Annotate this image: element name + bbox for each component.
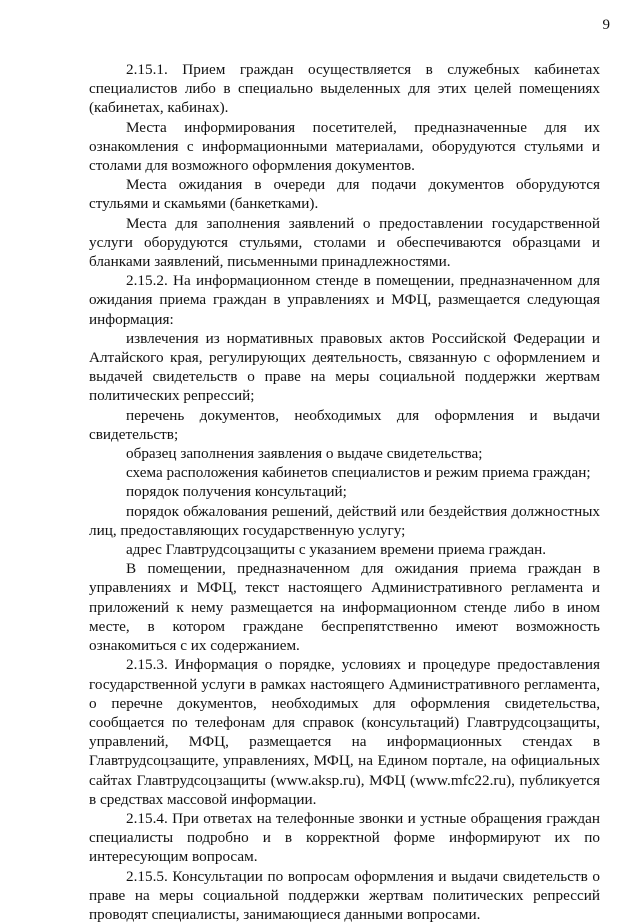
paragraph-2-15-1: 2.15.1. Прием граждан осуществляется в служебных кабинетах специалистов либо в специально выделенных для этих целей помещениях (кабинетах, кабинах). xyxy=(89,61,600,117)
paragraph-regulation-placement: В помещении, предназначенном для ожидания приема граждан в управлениях и МФЦ, текст настоящего Административного регламента и приложений к нему размещается на информационном стенде либо в ином месте, в котором граждане беспрепятственно имеют возможность ознакомиться с их содержанием. xyxy=(89,560,600,655)
page-number: 9 xyxy=(602,17,610,33)
paragraph-form-places: Места для заполнения заявлений о предоставлении государственной услуги оборудуются стульями, столами и обеспечиваются образцами и бланками заявлений, письменными принадлежностями. xyxy=(89,214,600,271)
list-item-office-scheme: схема расположения кабинетов специалистов и режим приема граждан; xyxy=(126,464,591,482)
list-item-application-sample: образец заполнения заявления о выдаче свидетельства; xyxy=(126,445,483,463)
list-item-consultation-procedure: порядок получения консультаций; xyxy=(126,483,347,501)
document-body xyxy=(89,60,600,924)
paragraph-2-15-3: 2.15.3. Информация о порядке, условиях и процедуре предоставления государственной услуги в рамках настоящего Административного регламента, о перечне документов, необходимых для оформления свидетельства, сообщается по телефонам для справок (консультаций) Главтрудсоцзащиты, управлений, МФЦ, размещается на информационных стендах в Главтрудсоцзащите, управлениях, МФЦ, на Едином портале, на официальных сайтах Главтрудсоцзащиты (www.aksp.ru), МФЦ (www.mfc22.ru), публикуется в средствах массовой информации. xyxy=(89,656,600,808)
paragraph-2-15-5: 2.15.5. Консультации по вопросам оформления и выдачи свидетельств о праве на меры социальной поддержки жертвам политических репрессий проводят специалисты, занимающиеся данными вопросами. xyxy=(89,867,600,923)
paragraph-waiting-places: Места ожидания в очереди для подачи документов оборудуются стульями и скамьями (банкетками). xyxy=(89,176,600,213)
list-item-documents-list: перечень документов, необходимых для оформления и выдачи свидетельств; xyxy=(89,406,600,443)
paragraph-2-15-2: 2.15.2. На информационном стенде в помещении, предназначенном для ожидания приема граждан в управлениях и МФЦ, размещается следующая информация: xyxy=(89,272,600,328)
list-item-legal-extracts: извлечения из нормативных правовых актов Российской Федерации и Алтайского края, регулирующих деятельность, связанную с оформлением и выдачей свидетельств о праве на меры социальной поддержки жертвам политических репрессий; xyxy=(89,329,600,405)
list-item-address: адрес Главтрудсоцзащиты с указанием времени приема граждан. xyxy=(126,541,547,559)
paragraph-info-places: Места информирования посетителей, предназначенные для их ознакомления с информационными материалами, оборудуются стульями и столами для возможного оформления документов. xyxy=(89,118,600,175)
paragraph-2-15-4: 2.15.4. При ответах на телефонные звонки и устные обращения граждан специалисты подробно и в корректной форме информируют их по интересующим вопросам. xyxy=(89,809,600,866)
list-item-appeal-procedure: порядок обжалования решений, действий или бездействия должностных лиц, предоставляющих государственную услугу; xyxy=(89,502,600,539)
